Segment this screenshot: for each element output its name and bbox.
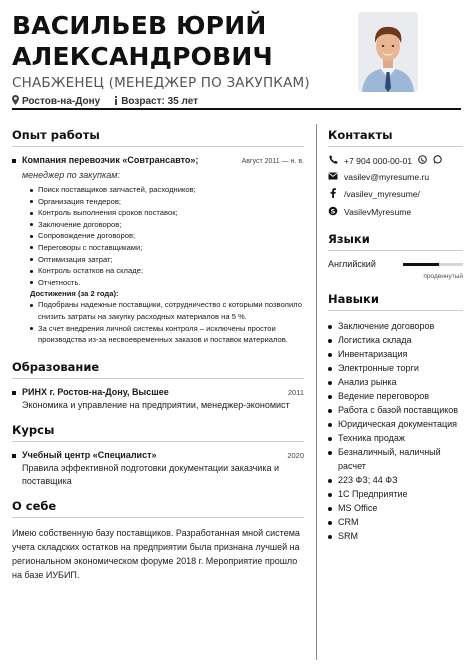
list-item: Организация тендеров;	[30, 196, 304, 208]
education-year: 2011	[287, 387, 304, 397]
achievements-title: Достижения (за 2 года):	[30, 289, 119, 299]
course-description: Правила эффективной подготовки документации заказчика и поставщика	[22, 463, 280, 486]
personal-meta	[12, 95, 352, 107]
experience-title: Опыт работы	[12, 128, 304, 147]
list-item: Переговоры с поставщиками;	[30, 242, 304, 254]
viber-icon	[418, 155, 427, 166]
map-pin-icon	[12, 95, 19, 107]
skills-list	[328, 319, 463, 543]
contacts-section	[328, 128, 463, 218]
list-item: Электронные торги	[328, 361, 463, 375]
email-row	[328, 172, 463, 182]
desired-position: СНАБЖЕНЕЦ (МЕНЕДЖЕР ПО ЗАКУПКАМ)	[12, 75, 310, 91]
phone-icon	[328, 155, 338, 166]
skype-handle[interactable]: VasilevMyresume	[344, 207, 412, 217]
list-item: Контроль выполнения сроков поставок;	[30, 207, 304, 219]
list-item: Оптимизация затрат;	[30, 254, 304, 266]
age-item	[114, 95, 198, 107]
location-text: Ростов-на-Дону	[22, 95, 101, 107]
list-item: Заключение договоров	[328, 319, 463, 333]
envelope-icon	[328, 172, 338, 182]
facebook-icon	[328, 188, 338, 200]
skills-title: Навыки	[328, 292, 463, 311]
education-section	[12, 360, 304, 412]
list-item: Анализ рынка	[328, 375, 463, 389]
list-item: Отчетность.	[30, 277, 304, 289]
phone-number[interactable]: +7 904 000-00-01	[344, 155, 413, 166]
column-divider	[316, 124, 317, 660]
education-header	[22, 387, 304, 397]
education-title: Образование	[12, 360, 304, 379]
languages-title: Языки	[328, 232, 463, 251]
list-item: Инвентаризация	[328, 347, 463, 361]
list-item: Логистика склада	[328, 333, 463, 347]
list-item: Поиск поставщиков запчастей, расходников;	[30, 184, 304, 196]
header-divider	[12, 108, 461, 110]
info-icon	[114, 96, 118, 107]
duties-list	[30, 184, 304, 288]
language-name: Английский	[328, 259, 376, 269]
full-name-line-1: ВАСИЛЬЕВ ЮРИЙ	[12, 11, 267, 40]
main-column	[12, 128, 304, 582]
language-row	[328, 259, 463, 269]
language-level-fill	[403, 263, 439, 266]
experience-section	[12, 128, 304, 346]
list-item: Заключение договоров;	[30, 219, 304, 231]
skype-row	[328, 206, 463, 218]
email-address[interactable]: vasilev@myresume.ru	[344, 172, 430, 182]
skype-icon	[328, 206, 338, 218]
course-year: 2020	[287, 451, 304, 461]
job-company: Компания перевозчик «Совтрансавто»;	[22, 155, 199, 165]
list-item: 223 ФЗ; 44 ФЗ	[328, 473, 463, 487]
list-item: Техника продаж	[328, 431, 463, 445]
education-description: Экономика и управление на предприятии, менеджер-экономист	[22, 399, 290, 410]
contacts-title: Контакты	[328, 128, 463, 147]
svg-text:S: S	[330, 207, 336, 216]
language-level-bar	[403, 263, 463, 266]
list-item: Контроль остатков на складе;	[30, 265, 304, 277]
list-item: Сопровождение договоров;	[30, 230, 304, 242]
course-institution: Учебный центр «Специалист»	[22, 450, 157, 461]
language-level: продвинутый	[423, 273, 463, 280]
about-section	[12, 499, 304, 582]
course-entry	[12, 450, 304, 487]
full-name-line-2: АЛЕКСАНДРОВИЧ	[12, 42, 273, 71]
list-item: Безналичный, наличный расчет	[328, 445, 463, 473]
list-item: Ведение переговоров	[328, 389, 463, 403]
courses-section	[12, 423, 304, 487]
facebook-handle[interactable]: /vasilev_myresume/	[344, 189, 420, 199]
about-title: О себе	[12, 499, 304, 518]
profile-photo	[358, 12, 418, 92]
courses-title: Курсы	[12, 423, 304, 442]
skills-section	[328, 292, 463, 543]
list-item: MS Office	[328, 501, 463, 515]
education-institution: РИНХ г. Ростов-на-Дону, Высшее	[22, 386, 169, 397]
list-item: Юридическая документация	[328, 417, 463, 431]
languages-section	[328, 232, 463, 280]
course-header	[22, 450, 304, 460]
list-item: CRM	[328, 515, 463, 529]
list-item: SRM	[328, 529, 463, 543]
list-item: Подобраны надежные поставщики, сотрудничество с которыми позволило снизить затраты на закупку расходных материалов на 5 %.	[30, 299, 304, 322]
education-entry	[12, 387, 304, 412]
achievements-list	[30, 299, 304, 345]
location-item	[12, 95, 100, 107]
job-date: Август 2011 — н. в.	[241, 158, 304, 165]
list-item: 1С Предприятие	[328, 487, 463, 501]
list-item: Работа с базой поставщиков	[328, 403, 463, 417]
sidebar-column	[328, 128, 463, 543]
age-text: Возраст: 35 лет	[121, 95, 199, 107]
about-text: Имею собственную базу поставщиков. Разработанная мной система учета складских остатков на предприятии была признана лучшей на региональном экономическом форуме 2018 г. Мероприятие прошло на базе ИУБИП.	[12, 528, 300, 581]
whatsapp-icon	[433, 155, 442, 166]
list-item: За счет внедрения личной системы контроля – исключены простои производства из-за несвоевременных заказов и поставок материалов.	[30, 323, 304, 346]
facebook-row	[328, 188, 463, 200]
job-role: менеджер по закупкам:	[22, 170, 120, 180]
resume-header	[12, 10, 352, 107]
job-header	[12, 155, 304, 165]
phone-row	[328, 155, 463, 166]
